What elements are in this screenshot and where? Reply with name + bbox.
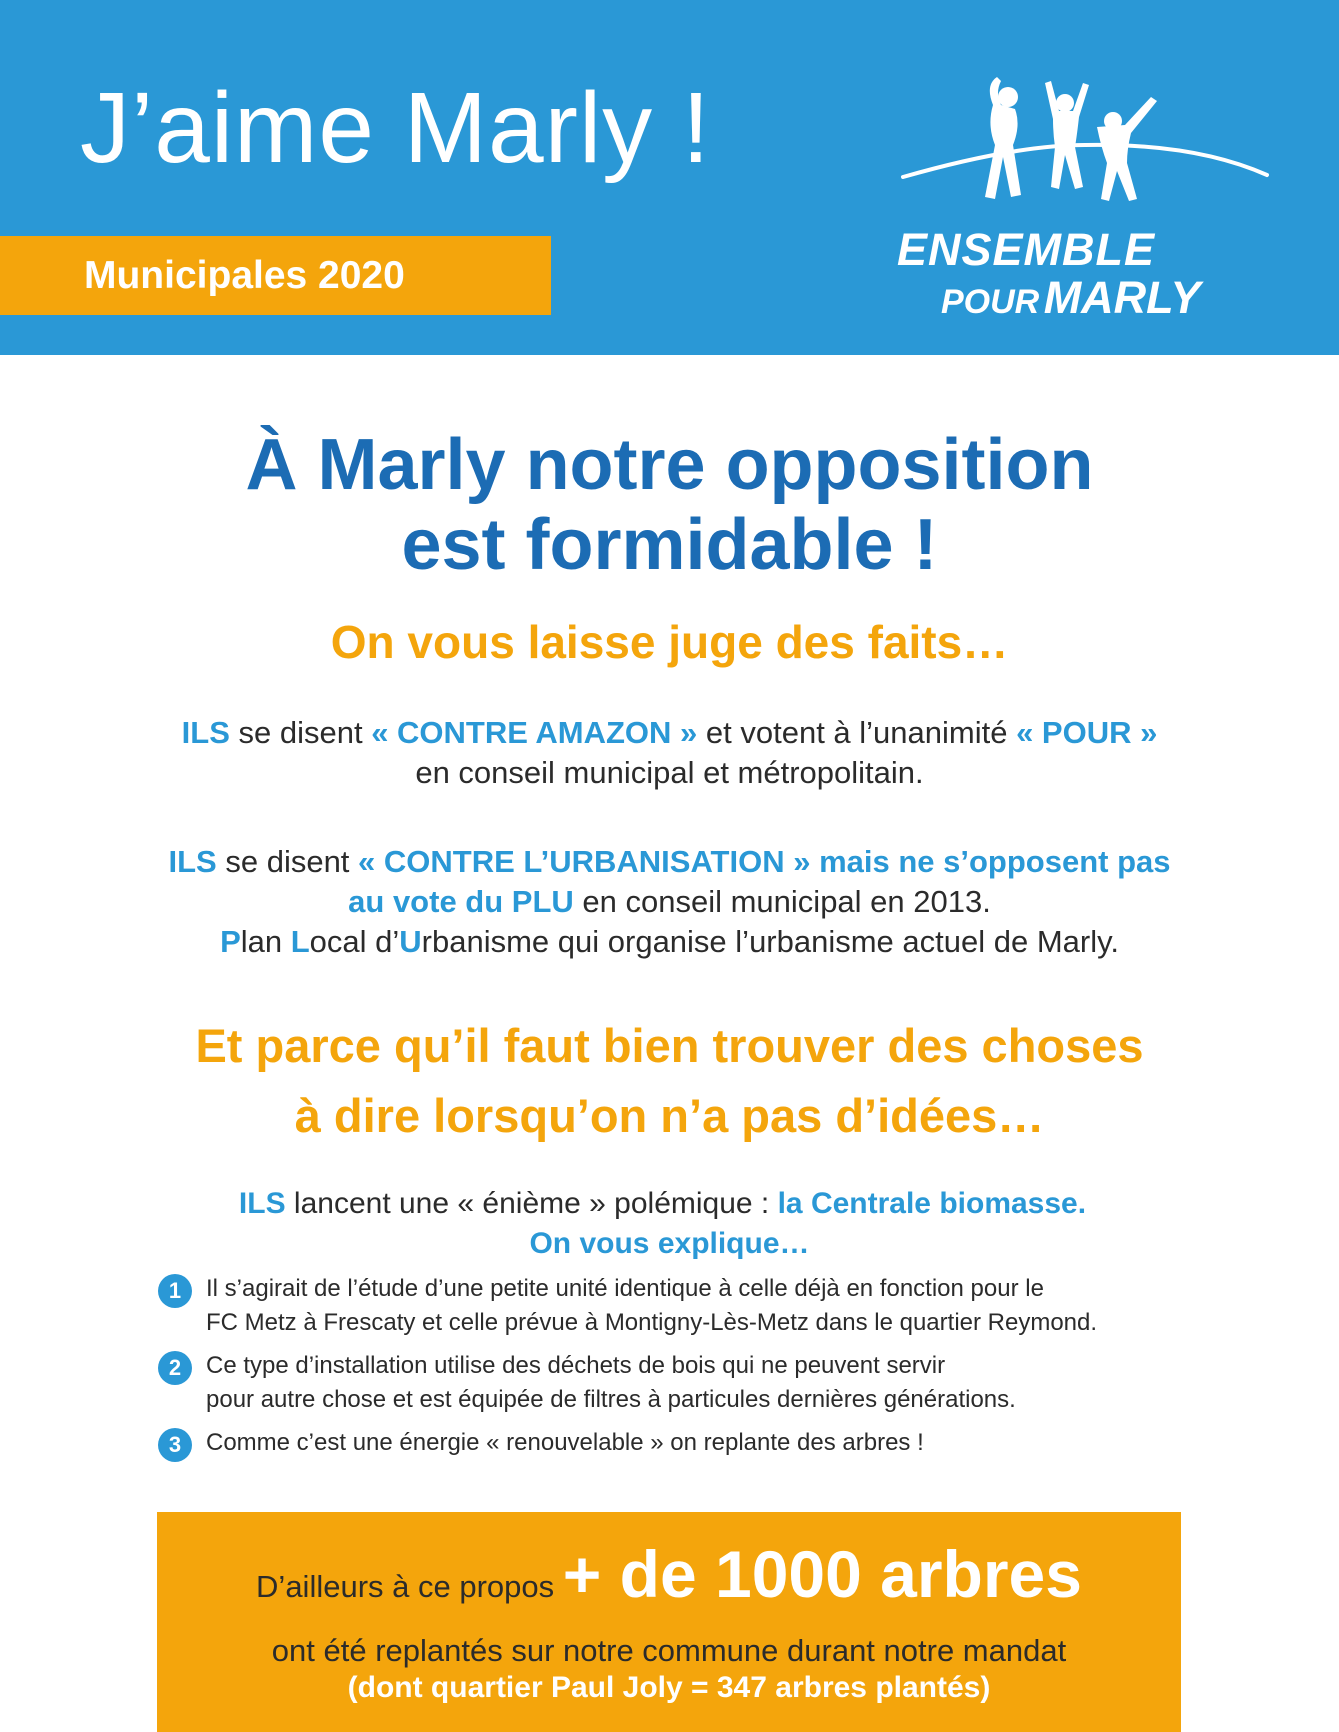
- paragraph-urbanisation-line2: [0, 882, 1339, 922]
- text-span: se disent: [229, 715, 372, 750]
- initial-l: L: [290, 924, 310, 959]
- logo-text-marly: MARLY: [1043, 272, 1201, 323]
- list-item-line2: FC Metz à Frescaty et celle prévue à Montigny-Lès-Metz dans le quartier Reymond.: [206, 1309, 1098, 1336]
- logo-text-pour-marly: [941, 272, 1201, 323]
- jumping-people-icon: [895, 75, 1270, 225]
- logo-text-ensemble: ENSEMBLE: [897, 224, 1156, 275]
- text-span: rbanisme qui organise l’urbanisme actuel de Marly.: [421, 924, 1119, 959]
- paragraph-plu-definition: [0, 922, 1339, 962]
- list-item-line1: Ce type d’installation utilise des déchets de bois qui ne peuvent servir: [206, 1352, 946, 1379]
- biomasse-intro-line1: [0, 1184, 1339, 1224]
- callout-big-number: + de 1000 arbres: [562, 1537, 1082, 1611]
- initial-u: U: [399, 924, 422, 959]
- paragraph-amazon-line2: en conseil municipal et métropolitain.: [415, 755, 924, 790]
- ensemble-pour-marly-logo: [895, 75, 1270, 325]
- tagline: [0, 1011, 1339, 1151]
- biomasse-intro: [0, 1184, 1339, 1264]
- text-span: en conseil municipal en 2013.: [573, 884, 991, 919]
- biomasse-intro-line2: On vous explique…: [529, 1227, 810, 1260]
- header-title: J’aime Marly !: [80, 72, 711, 184]
- highlight-contre-amazon: « CONTRE AMAZON »: [371, 715, 698, 750]
- main-headline-line1: À Marly notre opposition: [245, 425, 1094, 505]
- main-headline-line2: est formidable !: [401, 505, 938, 585]
- subtitle: On vous laisse juge des faits…: [330, 616, 1009, 668]
- ils-label: ILS: [168, 844, 217, 879]
- ils-label: ILS: [238, 1187, 286, 1220]
- list-item: [158, 1272, 1288, 1340]
- text-span: et votent à l’unanimité: [697, 715, 1017, 750]
- text-span: ocal d’: [309, 924, 400, 959]
- number-badge: 3: [158, 1428, 192, 1462]
- main-headline: [0, 425, 1339, 585]
- paragraph-amazon: [0, 713, 1339, 793]
- highlight-contre-urbanisation: « CONTRE L’URBANISATION » mais ne s’opposent pas: [358, 844, 1171, 879]
- highlight-pour: « POUR »: [1016, 715, 1158, 750]
- initial-p: P: [220, 924, 241, 959]
- list-item-line1: Comme c’est une énergie « renouvelable » on replante des arbres !: [206, 1429, 924, 1456]
- election-badge-label: Municipales 2020: [84, 254, 405, 297]
- list-item-line2: pour autre chose et est équipée de filtres à particules dernières générations.: [206, 1386, 1016, 1413]
- tagline-line1: Et parce qu’il faut bien trouver des choses: [195, 1019, 1144, 1072]
- text-span: se disent: [216, 844, 359, 879]
- number-badge: 1: [158, 1274, 192, 1308]
- callout-line3: (dont quartier Paul Joly = 347 arbres plantés): [347, 1671, 991, 1704]
- list-item: [158, 1426, 1288, 1460]
- text-span: lan: [240, 924, 291, 959]
- trees-callout-box: [157, 1512, 1181, 1732]
- list-item: [158, 1349, 1288, 1417]
- header-banner: [0, 0, 1339, 355]
- highlight-vote-plu: au vote du PLU: [348, 884, 574, 919]
- callout-headline: [157, 1536, 1181, 1612]
- paragraph-amazon-line1: [0, 713, 1339, 753]
- logo-text-pour: POUR: [941, 283, 1040, 321]
- paragraph-urbanisation: [0, 842, 1339, 962]
- number-badge: 2: [158, 1351, 192, 1385]
- list-item-line1: Il s’agirait de l’étude d’une petite unité identique à celle déjà en fonction pour le: [206, 1275, 1044, 1302]
- tagline-line2: à dire lorsqu’on n’a pas d’idées…: [294, 1089, 1045, 1142]
- callout-line2: ont été replantés sur notre commune durant notre mandat: [271, 1633, 1067, 1668]
- numbered-list: [158, 1272, 1288, 1460]
- election-badge: [0, 236, 551, 315]
- ils-label: ILS: [181, 715, 230, 750]
- callout-lead: D’ailleurs à ce propos: [256, 1569, 563, 1604]
- text-span: lancent une « énième » polémique :: [285, 1187, 778, 1220]
- paragraph-urbanisation-line1: [0, 842, 1339, 882]
- highlight-centrale-biomasse: la Centrale biomasse.: [777, 1187, 1087, 1220]
